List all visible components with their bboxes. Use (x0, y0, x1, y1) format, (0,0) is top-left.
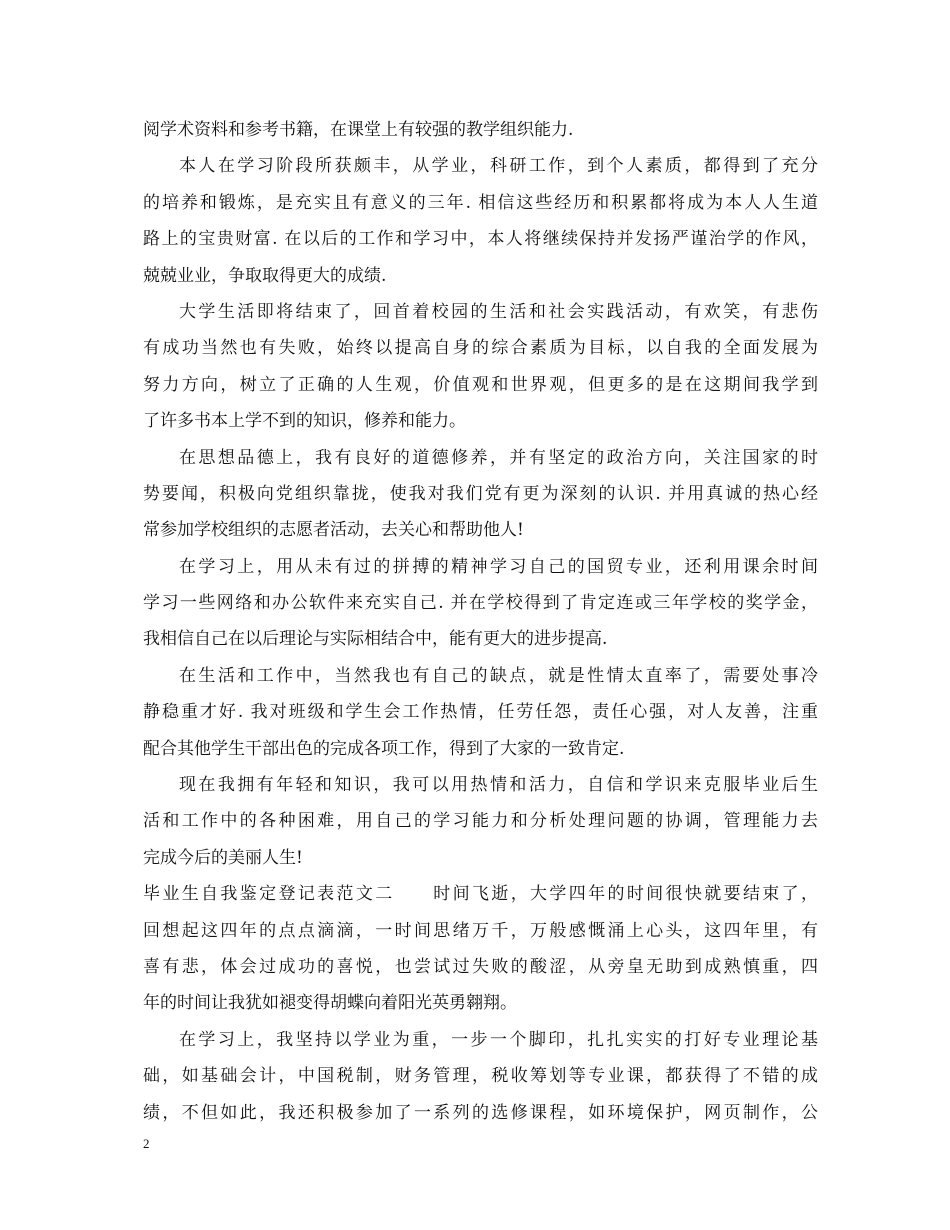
text-line: 在思想品德上，我有良好的道德修养，并有坚定的政治方向，关注国家的时 (179, 447, 818, 468)
text-line: 现在我拥有年轻和知识，我可以用热情和活力，自信和学识来克服毕业后生 (179, 775, 818, 796)
text-line: 了许多书本上学不到的知识，修养和能力。 (143, 411, 466, 432)
document-body (143, 112, 818, 1131)
text-line: 绩，不但如此，我还积极参加了一系列的选修课程，如环境保护，网页制作，公 (143, 1102, 818, 1123)
text-line: 喜有悲，体会过成功的喜悦，也尝试过失败的酸涩，从旁皇无助到成熟慎重，四 (143, 956, 818, 977)
text-line: 静稳重才好. 我对班级和学生会工作热情，任劳任怨，责任心强，对人友善，注重 (143, 702, 818, 723)
text-line: 我相信自己在以后理论与实际相结合中，能有更大的进步提高. (143, 629, 608, 650)
page-number: 2 (143, 1136, 150, 1151)
text-line: 回想起这四年的点点滴滴，一时间思绪万千，万般感慨涌上心头，这四年里，有 (143, 920, 818, 941)
text-line: 势要闻，积极向党组织靠拢，使我对我们党有更为深刻的认识. 并用真诚的热心经 (143, 483, 818, 504)
text-line: 在生活和工作中，当然我也有自己的缺点，就是性情太直率了，需要处事冷 (179, 665, 818, 686)
text-line: 路上的宝贵财富. 在以后的工作和学习中，本人将继续保持并发扬严谨治学的作风， (143, 229, 818, 250)
text-line: 活和工作中的各种困难，用自己的学习能力和分析处理问题的协调，管理能力去 (143, 811, 818, 832)
text-line: 大学生活即将结束了，回首着校园的生活和社会实践活动，有欢笑，有悲伤 (179, 301, 818, 322)
text-line: 配合其他学生干部出色的完成各项工作，得到了大家的一致肯定. (143, 738, 625, 759)
text-line: 常参加学校组织的志愿者活动，去关心和帮助他人! (143, 520, 524, 541)
text-line: 学习一些网络和办公软件来充实自己. 并在学校得到了肯定连或三年学校的奖学金， (143, 593, 818, 614)
text-line: 完成今后的美丽人生! (143, 847, 303, 868)
text-line: 的培养和锻炼，是充实且有意义的三年. 相信这些经历和积累都将成为本人人生道 (143, 192, 818, 213)
text-line: 年的时间让我犹如褪变得胡蝶向着阳光英勇翱翔。 (143, 993, 517, 1014)
text-line: 在学习上，用从未有过的拼搏的精神学习自己的国贸专业，还利用课余时间 (179, 556, 818, 577)
text-line: 有成功当然也有失败，始终以提高自身的综合素质为目标，以自我的全面发展为 (143, 338, 818, 359)
text-line: 兢兢业业，争取取得更大的成绩. (143, 265, 387, 286)
text-line: 阅学术资料和参考书籍，在课堂上有较强的教学组织能力. (143, 120, 574, 140)
section-heading-line: 毕业生自我鉴定登记表范文二 时间飞逝，大学四年的时间很快就要结束了， (143, 884, 818, 905)
text-line: 在学习上，我坚持以学业为重，一步一个脚印，扎扎实实的打好专业理论基 (179, 1029, 818, 1050)
text-line: 本人在学习阶段所获颇丰，从学业，科研工作，到个人素质，都得到了充分 (179, 156, 818, 177)
text-line: 础，如基础会计，中国税制，财务管理，税收筹划等专业课，都获得了不错的成 (143, 1066, 818, 1087)
text-line: 努力方向，树立了正确的人生观，价值观和世界观，但更多的是在这期间我学到 (143, 374, 818, 395)
